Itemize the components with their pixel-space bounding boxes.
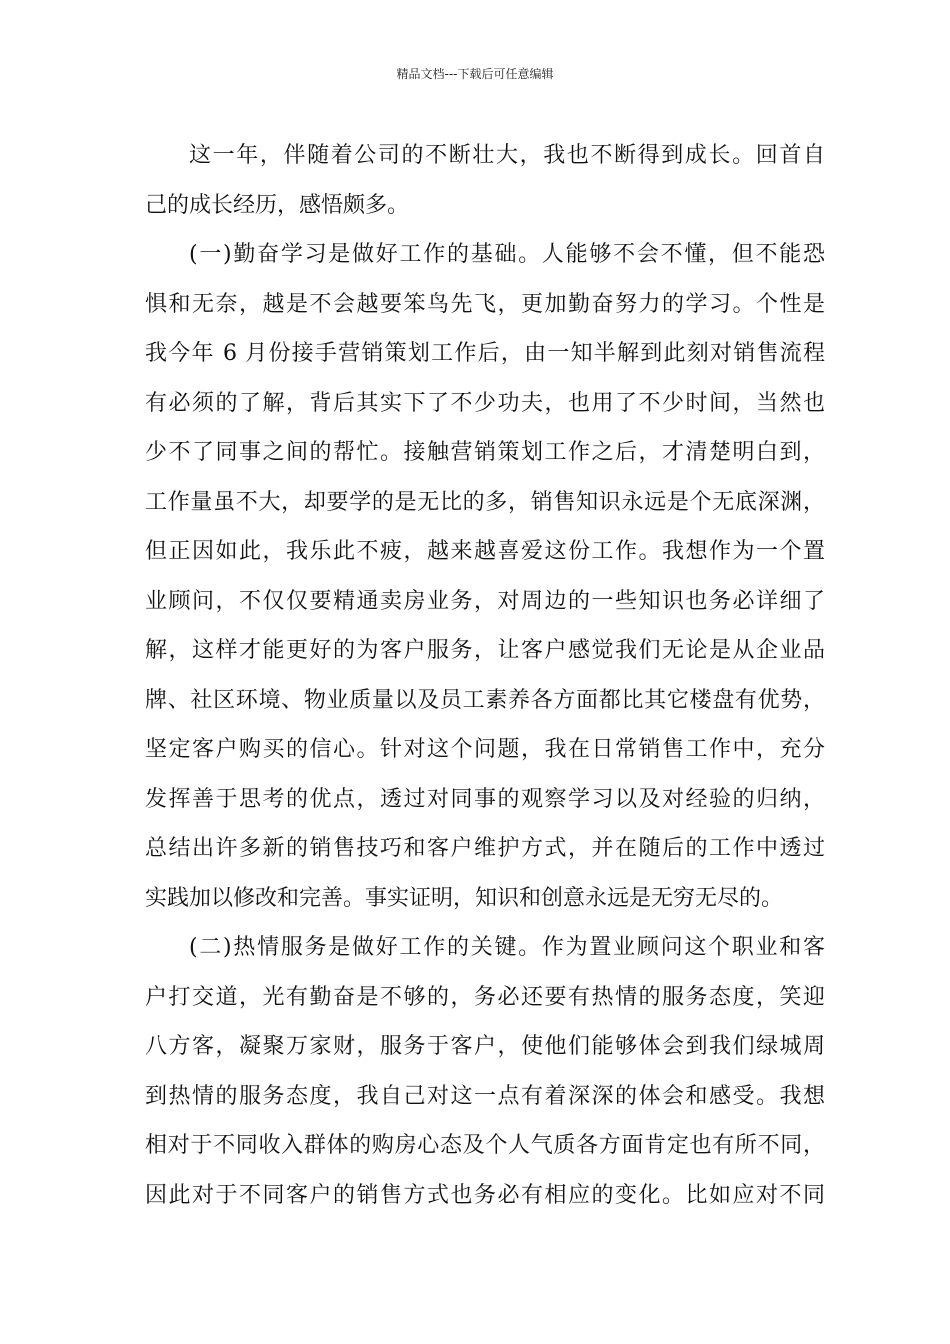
text-line: 因此对于不同客户的销售方式也务必有相应的变化。比如应对不同 (145, 1182, 825, 1208)
page-header: 精品文档---下载后可任意编辑 (396, 67, 554, 81)
text-line: 有必须的了解，背后其实下了不少功夫，也用了不少时间，当然也 (145, 390, 825, 416)
text-line: (二)热情服务是做好工作的关键。作为置业顾问这个职业和客 (189, 935, 825, 960)
document-body (145, 131, 825, 1220)
text-line: 解，这样才能更好的为客户服务，让客户感觉我们无论是从企业品 (145, 638, 825, 663)
text-line: 少不了同事之间的帮忙。接触营销策划工作之后，才清楚明白到， (145, 440, 825, 465)
text-line: 发挥善于思考的优点，透过对同事的观察学习以及对经验的归纳， (145, 786, 825, 812)
text-line: 这一年，伴随着公司的不断壮大，我也不断得到成长。回首自 (189, 143, 825, 168)
text-line: 我今年 6 月份接手营销策划工作后，由一知半解到此刻对销售流程 (145, 341, 825, 366)
text-line: 牌、社区环境、物业质量以及员工素养各方面都比其它楼盘有优势， (145, 687, 825, 713)
text-line: 己的成长经历，感悟颇多。 (145, 192, 410, 218)
text-line: (一)勤奋学习是做好工作的基础。人能够不会不懂，但不能恐 (189, 242, 825, 267)
text-line: 相对于不同收入群体的购房心态及个人气质各方面肯定也有所不同， (145, 1133, 825, 1158)
text-line: 惧和无奈，越是不会越要笨鸟先飞，更加勤奋努力的学习。个性是 (145, 291, 825, 317)
text-line: 八方客，凝聚万家财，服务于客户，使他们能够体会到我们绿城周 (145, 1034, 825, 1059)
text-line: 实践加以修改和完善。事实证明，知识和创意永远是无穷无尽的。 (145, 885, 784, 911)
text-line: 户打交道，光有勤奋是不够的，务必还要有热情的服务态度，笑迎 (145, 984, 825, 1010)
text-line: 总结出许多新的销售技巧和客户维护方式，并在随后的工作中透过 (145, 836, 825, 861)
text-line: 坚定客户购买的信心。针对这个问题，我在日常销售工作中，充分 (145, 737, 825, 762)
text-line: 工作量虽不大，却要学的是无比的多，销售知识永远是个无底深渊， (145, 489, 825, 515)
text-line: 到热情的服务态度，我自己对这一点有着深深的体会和感受。我想 (145, 1083, 825, 1109)
text-line: 业顾问，不仅仅要精通卖房业务，对周边的一些知识也务必详细了 (145, 588, 825, 614)
text-line: 但正因如此，我乐此不疲，越来越喜爱这份工作。我想作为一个置 (145, 539, 825, 564)
